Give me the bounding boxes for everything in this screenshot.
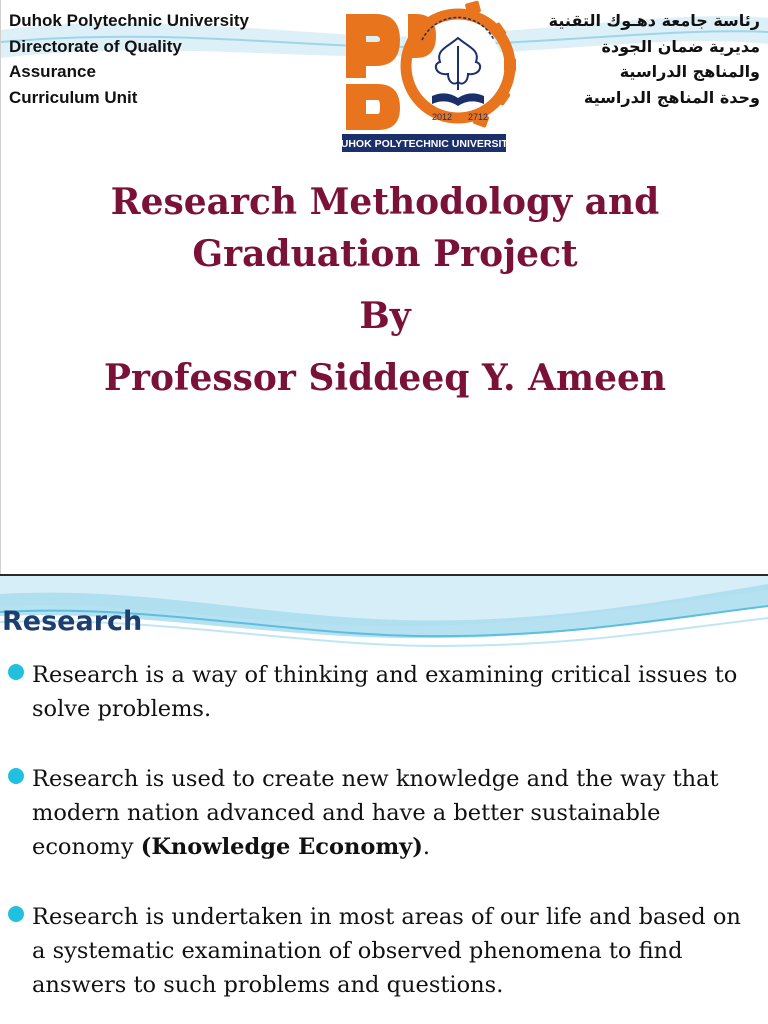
header-line-directorate: Directorate of Quality [9,36,182,56]
by-label: By [359,295,411,337]
header-line-university: Duhok Polytechnic University [9,11,249,30]
bullet-item [8,658,756,726]
content-slide [0,576,768,1024]
bullet-list [8,658,756,1024]
bullet-text: Research is used to create new knowledge and the way that modern nation advanced and have a better sustainable economy [32,766,719,860]
university-header-english [9,8,329,110]
bullet-text: Research is undertaken in most areas of our life and based on a systematic examination of observed phenomena to find answers to such problems and questions. [32,904,741,998]
header-arabic-line-1: رئاسة جامعة دهـوك التقنية [548,11,760,30]
university-logo [336,0,518,156]
university-logo-graphic [336,0,518,156]
bullet-dot-icon [8,664,24,680]
bullet-bold-term: (Knowledge Economy) [140,834,423,860]
bullet-text: Research is a way of thinking and examining critical issues to solve problems. [32,662,738,722]
bullet-dot-icon [8,768,24,784]
bullet-item [8,762,756,864]
title-line-2: Graduation Project [192,233,578,275]
header-line-unit: Curriculum Unit [9,87,138,107]
header-arabic-line-3: والمناهج الدراسية [619,62,760,81]
logo-year-right: 2712 [468,112,489,122]
bullet-item [8,900,756,1002]
title-line-1: Research Methodology and [110,181,660,223]
section-heading: Research [2,606,143,637]
logo-year-left: 2012 [432,112,453,122]
university-header-arabic [520,8,760,110]
slide-title-block [21,176,749,404]
bullet-text-end: . [422,834,431,860]
header-arabic-line-2: مديرية ضمان الجودة [601,36,760,56]
author-name: Professor Siddeeq Y. Ameen [103,357,667,399]
header-arabic-line-4: وحدة المناهج الدراسية [583,87,760,107]
logo-banner-text: DUHOK POLYTECHNIC UNIVERSITY [336,138,515,150]
bullet-dot-icon [8,906,24,922]
header-line-assurance: Assurance [9,62,96,81]
